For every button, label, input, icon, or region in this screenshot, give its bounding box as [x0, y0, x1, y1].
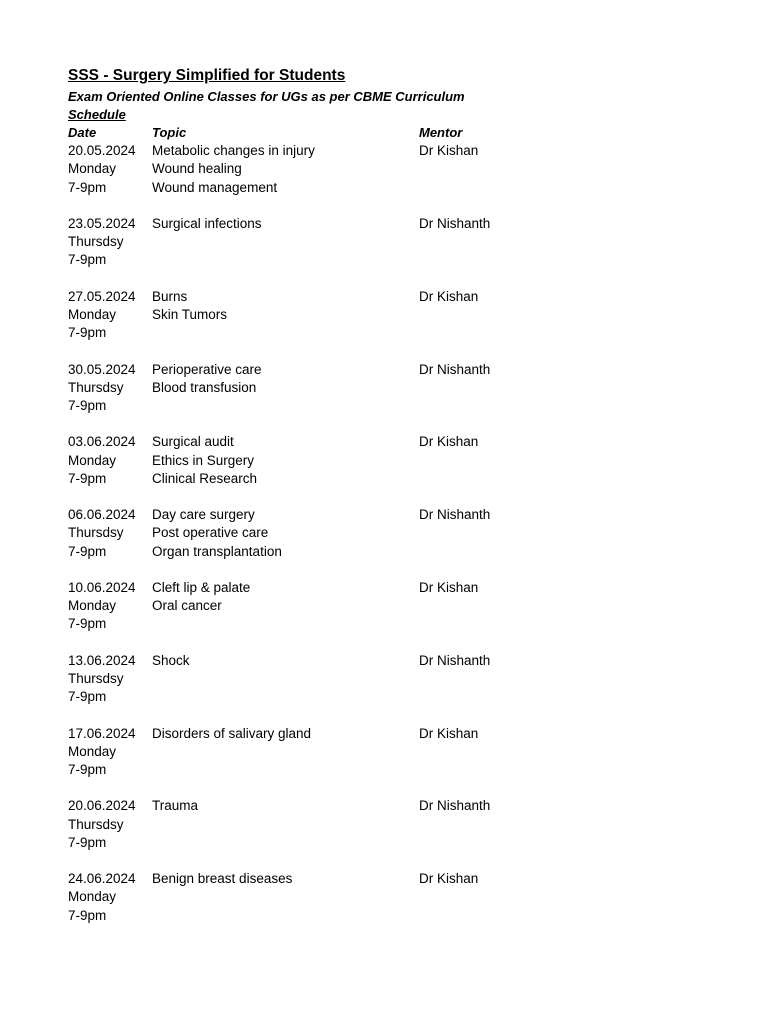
header-date: Date	[68, 125, 97, 140]
entry-time: 7-9pm	[68, 907, 107, 923]
schedule-document	[68, 66, 708, 943]
entry-topic: Day care surgery	[152, 507, 255, 523]
schedule-heading: Schedule	[68, 107, 126, 122]
entry-date: 20.06.2024	[68, 798, 136, 814]
entry-topic: Wound healing	[152, 161, 242, 177]
entry-time: 7-9pm	[68, 325, 107, 341]
entry-mentor: Dr Nishanth	[419, 798, 491, 814]
entry-day: Monday	[68, 598, 117, 614]
entry-time: 7-9pm	[68, 470, 107, 486]
entry-day: Monday	[68, 307, 117, 322]
entry-topics	[152, 506, 419, 561]
entry-day: Monday	[68, 743, 117, 759]
entry-date-block	[68, 506, 152, 561]
header-topic: Topic	[152, 125, 187, 140]
entry-date: 17.06.2024	[68, 725, 136, 741]
schedule-entry	[68, 579, 708, 634]
entry-topic: Blood transfusion	[152, 379, 257, 395]
entry-date-block	[68, 361, 152, 416]
entry-topic: Organ transplantation	[152, 543, 282, 559]
entry-time: 7-9pm	[68, 398, 107, 413]
table-header	[68, 124, 708, 142]
entry-date: 30.05.2024	[68, 361, 136, 377]
entry-topics	[152, 361, 419, 416]
entry-topic: Oral cancer	[152, 598, 222, 614]
entry-day: Monday	[68, 889, 117, 905]
entry-time: 7-9pm	[68, 616, 107, 632]
entry-date-block	[68, 870, 152, 925]
entry-date: 03.06.2024	[68, 434, 136, 450]
entry-day: Thursdsy	[68, 670, 124, 686]
entry-topic: Disorders of salivary gland	[152, 725, 312, 741]
entry-topics	[152, 433, 419, 488]
entry-date: 10.06.2024	[68, 579, 136, 595]
entry-date: 27.05.2024	[68, 288, 136, 304]
entry-time: 7-9pm	[68, 543, 107, 559]
entry-date: 20.05.2024	[68, 143, 136, 159]
entry-day: Monday	[68, 161, 117, 177]
entry-topic: Metabolic changes in injury	[152, 143, 315, 159]
entry-mentor: Dr Kishan	[419, 871, 479, 887]
entry-date-block	[68, 288, 152, 343]
entry-topics	[152, 579, 419, 634]
entry-topics	[152, 142, 419, 197]
entry-day: Thursdsy	[68, 816, 124, 832]
entry-mentor: Dr Kishan	[419, 579, 479, 595]
entry-topic: Benign breast diseases	[152, 871, 293, 887]
entry-date-block	[68, 652, 152, 707]
entry-topic: Clinical Research	[152, 470, 258, 486]
entry-topic: Burns	[152, 288, 188, 304]
schedule-entry	[68, 725, 708, 780]
entry-topic: Post operative care	[152, 525, 269, 541]
entry-date-block	[68, 725, 152, 780]
schedule-entry	[68, 797, 708, 852]
entry-topic: Trauma	[152, 798, 199, 814]
entry-topic: Cleft lip & palate	[152, 579, 251, 595]
entry-mentor: Dr Nishanth	[419, 652, 491, 668]
entry-time: 7-9pm	[68, 252, 107, 268]
entry-time: 7-9pm	[68, 179, 107, 195]
entry-topic: Surgical audit	[152, 434, 234, 450]
entry-topic: Ethics in Surgery	[152, 452, 255, 468]
entry-topic: Perioperative care	[152, 361, 262, 377]
entry-date-block	[68, 433, 152, 488]
entry-topics	[152, 797, 419, 852]
entry-date-block	[68, 215, 152, 270]
schedule-entry	[68, 870, 708, 925]
entry-topics	[152, 652, 419, 707]
entry-time: 7-9pm	[68, 689, 107, 705]
entry-mentor: Dr Kishan	[419, 288, 479, 304]
entry-mentor: Dr Kishan	[419, 725, 479, 741]
entry-day: Thursdsy	[68, 379, 124, 395]
entry-topic: Skin Tumors	[152, 307, 228, 322]
entry-date-block	[68, 797, 152, 852]
entry-topics	[152, 725, 419, 780]
document-subtitle: Exam Oriented Online Classes for UGs as per CBME Curriculum	[68, 89, 465, 104]
entry-date: 24.06.2024	[68, 871, 136, 887]
entry-topic: Surgical infections	[152, 216, 262, 231]
entry-date-block	[68, 142, 152, 197]
entry-time: 7-9pm	[68, 761, 107, 777]
entry-topics	[152, 288, 419, 343]
entry-date: 23.05.2024	[68, 216, 136, 231]
schedule-entry	[68, 142, 708, 197]
entry-day: Monday	[68, 452, 117, 468]
entry-mentor: Dr Kishan	[419, 434, 479, 450]
entry-mentor: Dr Kishan	[419, 143, 479, 159]
entry-day: Thursdsy	[68, 525, 124, 541]
schedule-entry	[68, 506, 708, 561]
entry-date-block	[68, 579, 152, 634]
schedule-entries	[68, 142, 708, 925]
entry-day: Thursdsy	[68, 234, 124, 250]
entry-mentor: Dr Nishanth	[419, 507, 491, 523]
schedule-entry	[68, 652, 708, 707]
document-title: SSS - Surgery Simplified for Students	[68, 67, 346, 84]
entry-mentor: Dr Nishanth	[419, 361, 491, 377]
header-mentor: Mentor	[419, 125, 463, 140]
schedule-entry	[68, 433, 708, 488]
entry-topic: Shock	[152, 652, 190, 668]
schedule-entry	[68, 288, 708, 343]
entry-topic: Wound management	[152, 179, 278, 195]
entry-mentor: Dr Nishanth	[419, 216, 491, 231]
entry-topics	[152, 870, 419, 925]
schedule-entry	[68, 361, 708, 416]
schedule-entry	[68, 215, 708, 270]
entry-topics	[152, 215, 419, 270]
entry-date: 06.06.2024	[68, 507, 136, 523]
entry-date: 13.06.2024	[68, 652, 136, 668]
entry-time: 7-9pm	[68, 834, 107, 850]
